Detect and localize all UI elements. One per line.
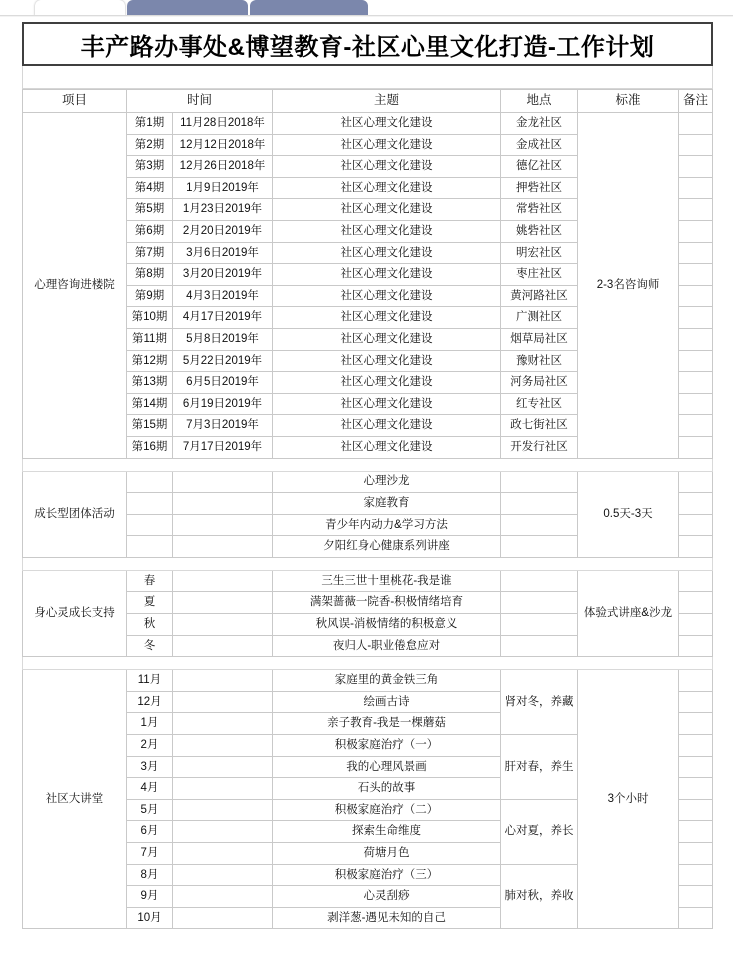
cell-date[interactable]: [173, 514, 273, 536]
cell-date[interactable]: [173, 592, 273, 614]
cell-note[interactable]: [679, 113, 713, 135]
cell-subject[interactable]: 社区心理文化建设: [273, 156, 501, 178]
cell-date[interactable]: 2月20日2019年: [173, 220, 273, 242]
cell-subject[interactable]: 三生三世十里桃花-我是谁: [273, 570, 501, 592]
cell-place[interactable]: [501, 592, 578, 614]
cell-note[interactable]: [679, 592, 713, 614]
cell-place[interactable]: 广测社区: [501, 307, 578, 329]
cell-note[interactable]: [679, 328, 713, 350]
cell-subject[interactable]: 夕阳红身心健康系列讲座: [273, 536, 501, 558]
cell-note[interactable]: [679, 199, 713, 221]
cell-place[interactable]: 肺对秋，养收: [501, 864, 578, 929]
table-row[interactable]: [23, 670, 713, 692]
cell-place[interactable]: 姚砦社区: [501, 220, 578, 242]
cell-period[interactable]: [127, 493, 173, 515]
cell-period[interactable]: 7月: [127, 843, 173, 865]
cell-note[interactable]: [679, 735, 713, 757]
cell-subject[interactable]: 家庭里的黄金铁三角: [273, 670, 501, 692]
header-project: 项目: [23, 90, 127, 113]
cell-note[interactable]: [679, 415, 713, 437]
cell-subject[interactable]: 社区心理文化建设: [273, 350, 501, 372]
cell-period[interactable]: 第5期: [127, 199, 173, 221]
cell-date[interactable]: 7月3日2019年: [173, 415, 273, 437]
title-spacer-row: [22, 66, 713, 89]
cell-place[interactable]: 河务局社区: [501, 372, 578, 394]
cell-place[interactable]: 肝对春，养生: [501, 735, 578, 800]
cell-category[interactable]: 成长型团体活动: [23, 471, 127, 557]
work-plan-table: [22, 89, 713, 929]
cell-period[interactable]: 第8期: [127, 264, 173, 286]
cell-place[interactable]: 黄河路社区: [501, 285, 578, 307]
cell-subject[interactable]: 心灵刮痧: [273, 886, 501, 908]
cell-subject[interactable]: 社区心理文化建设: [273, 307, 501, 329]
cell-date[interactable]: [173, 735, 273, 757]
cell-period[interactable]: 第12期: [127, 350, 173, 372]
cell-note[interactable]: [679, 713, 713, 735]
cell-subject[interactable]: 社区心理文化建设: [273, 177, 501, 199]
cell-subject[interactable]: 满架蔷薇一院香-积极情绪培育: [273, 592, 501, 614]
cell-date[interactable]: 4月17日2019年: [173, 307, 273, 329]
cell-period[interactable]: 冬: [127, 635, 173, 657]
table-row[interactable]: [23, 570, 713, 592]
cell-period[interactable]: 9月: [127, 886, 173, 908]
cell-standard[interactable]: 2-3名咨询师: [578, 113, 679, 459]
cell-subject[interactable]: 社区心理文化建设: [273, 436, 501, 458]
cell-period[interactable]: 秋: [127, 614, 173, 636]
cell-date[interactable]: [173, 471, 273, 493]
cell-subject[interactable]: 社区心理文化建设: [273, 393, 501, 415]
cell-standard[interactable]: 3个小时: [578, 670, 679, 929]
cell-period[interactable]: 第14期: [127, 393, 173, 415]
cell-note[interactable]: [679, 843, 713, 865]
cell-date[interactable]: [173, 778, 273, 800]
cell-subject[interactable]: 社区心理文化建设: [273, 285, 501, 307]
cell-note[interactable]: [679, 134, 713, 156]
spacer-cell: [23, 458, 713, 471]
cell-subject[interactable]: 石头的故事: [273, 778, 501, 800]
cell-subject[interactable]: 社区心理文化建设: [273, 242, 501, 264]
spacer-cell: [23, 657, 713, 670]
cell-note[interactable]: [679, 799, 713, 821]
cell-subject[interactable]: 社区心理文化建设: [273, 113, 501, 135]
cell-note[interactable]: [679, 756, 713, 778]
cell-place[interactable]: 金龙社区: [501, 113, 578, 135]
cell-date[interactable]: [173, 670, 273, 692]
cell-place[interactable]: 金成社区: [501, 134, 578, 156]
cell-note[interactable]: [679, 691, 713, 713]
cell-date[interactable]: 12月26日2018年: [173, 156, 273, 178]
cell-note[interactable]: [679, 493, 713, 515]
cell-date[interactable]: [173, 536, 273, 558]
cell-place[interactable]: [501, 514, 578, 536]
cell-subject[interactable]: 夜归人-职业倦怠应对: [273, 635, 501, 657]
cell-category[interactable]: 心理咨询进楼院: [23, 113, 127, 459]
cell-period[interactable]: 第9期: [127, 285, 173, 307]
cell-place[interactable]: [501, 536, 578, 558]
cell-period[interactable]: 11月: [127, 670, 173, 692]
cell-place[interactable]: 常砦社区: [501, 199, 578, 221]
inactive-tab-1[interactable]: [127, 0, 248, 16]
spreadsheet-surface: [0, 17, 733, 975]
cell-subject[interactable]: 社区心理文化建设: [273, 199, 501, 221]
cell-note[interactable]: [679, 264, 713, 286]
cell-date[interactable]: 4月3日2019年: [173, 285, 273, 307]
browser-tab-strip: [0, 0, 733, 16]
cell-date[interactable]: 3月20日2019年: [173, 264, 273, 286]
cell-date[interactable]: [173, 691, 273, 713]
cell-place[interactable]: 肾对冬，养藏: [501, 670, 578, 735]
table-header-row: [23, 90, 713, 113]
cell-subject[interactable]: 荷塘月色: [273, 843, 501, 865]
cell-subject[interactable]: 积极家庭治疗（三）: [273, 864, 501, 886]
cell-note[interactable]: [679, 821, 713, 843]
cell-note[interactable]: [679, 156, 713, 178]
cell-date[interactable]: 11月28日2018年: [173, 113, 273, 135]
cell-standard[interactable]: 0.5天-3天: [578, 471, 679, 557]
cell-date[interactable]: [173, 843, 273, 865]
document-title-banner: [22, 22, 713, 66]
active-tab[interactable]: [35, 0, 125, 16]
cell-place[interactable]: [501, 570, 578, 592]
cell-period[interactable]: 3月: [127, 756, 173, 778]
cell-subject[interactable]: 社区心理文化建设: [273, 372, 501, 394]
cell-note[interactable]: [679, 614, 713, 636]
cell-date[interactable]: 6月19日2019年: [173, 393, 273, 415]
cell-date[interactable]: 1月23日2019年: [173, 199, 273, 221]
cell-period[interactable]: [127, 514, 173, 536]
cell-subject[interactable]: 社区心理文化建设: [273, 264, 501, 286]
cell-place[interactable]: [501, 635, 578, 657]
cell-period[interactable]: 第10期: [127, 307, 173, 329]
cell-note[interactable]: [679, 471, 713, 493]
cell-note[interactable]: [679, 436, 713, 458]
cell-date[interactable]: [173, 614, 273, 636]
cell-period[interactable]: 6月: [127, 821, 173, 843]
cell-place[interactable]: 政七街社区: [501, 415, 578, 437]
cell-period[interactable]: 第11期: [127, 328, 173, 350]
cell-date[interactable]: [173, 713, 273, 735]
cell-period[interactable]: 4月: [127, 778, 173, 800]
cell-date[interactable]: 6月5日2019年: [173, 372, 273, 394]
header-standard: 标准: [578, 90, 679, 113]
cell-standard[interactable]: 体验式讲座&沙龙: [578, 570, 679, 656]
cell-period[interactable]: 春: [127, 570, 173, 592]
cell-date[interactable]: [173, 570, 273, 592]
page-title: 丰产路办事处&博望教育-社区心里文化打造-工作计划: [80, 33, 655, 61]
cell-date[interactable]: 5月8日2019年: [173, 328, 273, 350]
cell-period[interactable]: [127, 536, 173, 558]
cell-place[interactable]: 押砦社区: [501, 177, 578, 199]
cell-note[interactable]: [679, 372, 713, 394]
cell-subject[interactable]: 亲子教育-我是一棵蘑菇: [273, 713, 501, 735]
cell-place[interactable]: 明宏社区: [501, 242, 578, 264]
cell-date[interactable]: 3月6日2019年: [173, 242, 273, 264]
cell-date[interactable]: 7月17日2019年: [173, 436, 273, 458]
cell-period[interactable]: 第13期: [127, 372, 173, 394]
cell-subject[interactable]: 社区心理文化建设: [273, 134, 501, 156]
cell-date[interactable]: [173, 635, 273, 657]
cell-place[interactable]: 开发行社区: [501, 436, 578, 458]
cell-category[interactable]: 社区大讲堂: [23, 670, 127, 929]
cell-subject[interactable]: 秋风误-消极情绪的积极意义: [273, 614, 501, 636]
table-row[interactable]: [23, 471, 713, 493]
table-body: [23, 113, 713, 929]
cell-note[interactable]: [679, 635, 713, 657]
cell-date[interactable]: 5月22日2019年: [173, 350, 273, 372]
cell-subject[interactable]: 绘画古诗: [273, 691, 501, 713]
cell-period[interactable]: 第2期: [127, 134, 173, 156]
cell-date[interactable]: [173, 493, 273, 515]
cell-note[interactable]: [679, 350, 713, 372]
spacer-cell: [23, 557, 713, 570]
cell-subject[interactable]: 家庭教育: [273, 493, 501, 515]
cell-period[interactable]: 第7期: [127, 242, 173, 264]
cell-period[interactable]: 5月: [127, 799, 173, 821]
header-time: 时间: [127, 90, 273, 113]
cell-note[interactable]: [679, 393, 713, 415]
cell-period[interactable]: 第6期: [127, 220, 173, 242]
cell-date[interactable]: 12月12日2018年: [173, 134, 273, 156]
cell-subject[interactable]: 社区心理文化建设: [273, 328, 501, 350]
cell-period[interactable]: 1月: [127, 713, 173, 735]
cell-note[interactable]: [679, 285, 713, 307]
cell-period[interactable]: 10月: [127, 907, 173, 929]
cell-place[interactable]: 红专社区: [501, 393, 578, 415]
table-row[interactable]: [23, 113, 713, 135]
section-spacer-row: [23, 458, 713, 471]
cell-subject[interactable]: 探索生命维度: [273, 821, 501, 843]
cell-date[interactable]: [173, 864, 273, 886]
cell-place[interactable]: 枣庄社区: [501, 264, 578, 286]
section-spacer-row: [23, 557, 713, 570]
cell-subject[interactable]: 社区心理文化建设: [273, 220, 501, 242]
cell-period[interactable]: 12月: [127, 691, 173, 713]
cell-note[interactable]: [679, 307, 713, 329]
cell-place[interactable]: [501, 493, 578, 515]
cell-note[interactable]: [679, 536, 713, 558]
inactive-tab-2[interactable]: [250, 0, 368, 16]
cell-date[interactable]: 1月9日2019年: [173, 177, 273, 199]
cell-period[interactable]: [127, 471, 173, 493]
cell-date[interactable]: [173, 886, 273, 908]
cell-note[interactable]: [679, 177, 713, 199]
section-spacer-row: [23, 657, 713, 670]
cell-note[interactable]: [679, 778, 713, 800]
cell-date[interactable]: [173, 799, 273, 821]
cell-period[interactable]: 2月: [127, 735, 173, 757]
cell-period[interactable]: 第3期: [127, 156, 173, 178]
cell-period[interactable]: 第1期: [127, 113, 173, 135]
cell-place[interactable]: 德亿社区: [501, 156, 578, 178]
cell-note[interactable]: [679, 514, 713, 536]
cell-date[interactable]: [173, 821, 273, 843]
cell-note[interactable]: [679, 242, 713, 264]
cell-note[interactable]: [679, 670, 713, 692]
cell-place[interactable]: 心对夏，养长: [501, 799, 578, 864]
cell-period[interactable]: 第4期: [127, 177, 173, 199]
cell-note[interactable]: [679, 220, 713, 242]
cell-period[interactable]: 8月: [127, 864, 173, 886]
cell-subject[interactable]: 积极家庭治疗（二）: [273, 799, 501, 821]
cell-subject[interactable]: 积极家庭治疗（一）: [273, 735, 501, 757]
header-place: 地点: [501, 90, 578, 113]
cell-place[interactable]: [501, 614, 578, 636]
cell-date[interactable]: [173, 756, 273, 778]
cell-period[interactable]: 夏: [127, 592, 173, 614]
cell-subject[interactable]: 剥洋葱-遇见未知的自己: [273, 907, 501, 929]
cell-subject[interactable]: 心理沙龙: [273, 471, 501, 493]
cell-category[interactable]: 身心灵成长支持: [23, 570, 127, 656]
cell-note[interactable]: [679, 886, 713, 908]
cell-place[interactable]: 烟草局社区: [501, 328, 578, 350]
cell-period[interactable]: 第15期: [127, 415, 173, 437]
cell-place[interactable]: 豫财社区: [501, 350, 578, 372]
cell-note[interactable]: [679, 864, 713, 886]
header-note: 备注: [679, 90, 713, 113]
cell-period[interactable]: 第16期: [127, 436, 173, 458]
cell-subject[interactable]: 我的心理风景画: [273, 756, 501, 778]
cell-note[interactable]: [679, 570, 713, 592]
cell-subject[interactable]: 社区心理文化建设: [273, 415, 501, 437]
cell-date[interactable]: [173, 907, 273, 929]
cell-place[interactable]: [501, 471, 578, 493]
header-subject: 主题: [273, 90, 501, 113]
cell-subject[interactable]: 青少年内动力&学习方法: [273, 514, 501, 536]
cell-note[interactable]: [679, 907, 713, 929]
